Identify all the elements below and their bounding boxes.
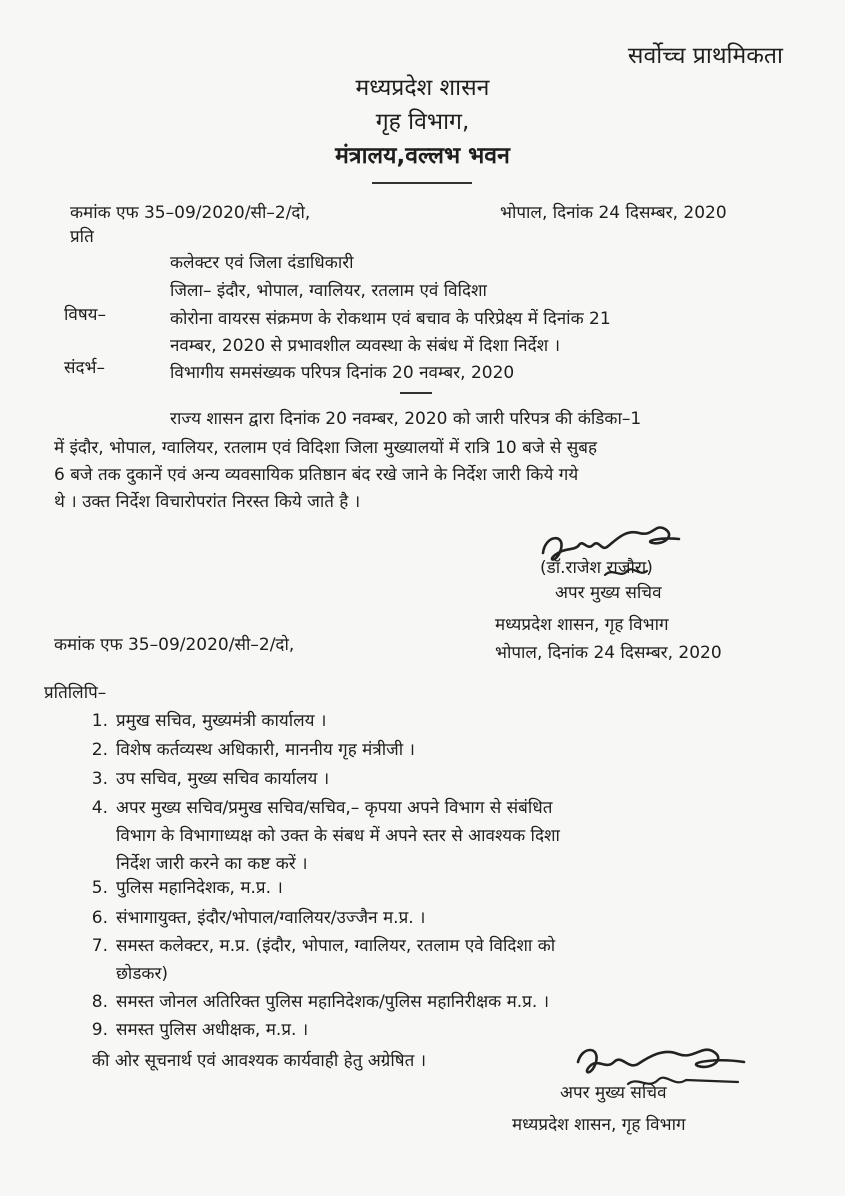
copy-list-item-text: निर्देश जारी करने का कष्ट करें । bbox=[116, 854, 308, 874]
copy-list-item-line bbox=[80, 736, 415, 764]
subject-label: विषय– bbox=[64, 305, 107, 325]
copy-list-item bbox=[80, 988, 549, 1016]
subject-line-2: नवम्बर, 2020 से प्रभावशील व्यवस्था के संबंध में दिशा निर्देश । bbox=[170, 336, 561, 356]
footer-office: मध्यप्रदेश शासन, गृह विभाग bbox=[512, 1115, 686, 1135]
copy-list-item-text: समस्त जोनल अतिरिक्त पुलिस महानिदेशक/पुलिस महानिरीक्षक म.प्र. । bbox=[116, 992, 550, 1012]
reference-label: संदर्भ– bbox=[64, 358, 105, 378]
copy-list-item-text: अपर मुख्य सचिव/प्रमुख सचिव/सचिव,– कृपया अपने विभाग से संबंधित bbox=[116, 798, 553, 818]
to-label: प्रति bbox=[70, 227, 94, 247]
signatory-designation: अपर मुख्य सचिव bbox=[555, 583, 662, 603]
body-line-2: में इंदौर, भोपाल, ग्वालियर, रतलाम एवं विदिशा जिला मुख्यालयों में रात्रि 10 बजे से सुबह bbox=[54, 438, 598, 458]
copy-list-item bbox=[80, 874, 283, 902]
copy-list-item-text: छोडकर) bbox=[116, 964, 169, 984]
copy-list-item bbox=[80, 765, 329, 793]
copy-list-item-number: 9. bbox=[91, 1020, 108, 1040]
copy-list-item bbox=[80, 1016, 308, 1044]
header-department: गृह विभाग, bbox=[375, 109, 470, 135]
copy-label: प्रतिलिपि– bbox=[44, 683, 107, 703]
reference-number: कमांक एफ 35–09/2020/सी–2/दो, bbox=[70, 203, 311, 223]
reference-place-date: भोपाल, दिनांक 24 दिसम्बर, 2020 bbox=[500, 203, 727, 223]
copy-list-item-text: प्रमुख सचिव, मुख्यमंत्री कार्यालय । bbox=[116, 711, 327, 731]
copy-list-item bbox=[80, 736, 415, 764]
body-line-4: थे । उक्त निर्देश विचारोपरांत निरस्त किये जाते है । bbox=[54, 492, 361, 512]
header-government: मध्यप्रदेश शासन bbox=[355, 75, 490, 101]
copy-list-item-line bbox=[80, 794, 560, 822]
copy-list-item-text: विशेष कर्तव्यस्थ अधिकारी, माननीय गृह मंत्रीजी । bbox=[116, 740, 415, 760]
copy-list-item-number: 1. bbox=[91, 711, 108, 731]
copy-list-item-text: पुलिस महानिदेशक, म.प्र. । bbox=[116, 878, 283, 898]
to-districts: जिला– इंदौर, भोपाल, ग्वालियर, रतलाम एवं विदिशा bbox=[170, 281, 487, 301]
copy-list-item bbox=[80, 707, 326, 735]
footer-designation: अपर मुख्य सचिव bbox=[560, 1083, 667, 1103]
copy-list-item-number: 5. bbox=[91, 878, 108, 898]
copy-list-item-text: संभागायुक्त, इंदौर/भोपाल/ग्वालियर/उज्जैन म.प्र. । bbox=[116, 908, 426, 928]
copy-list-item-number: 3. bbox=[91, 769, 108, 789]
copy-reference-number: कमांक एफ 35–09/2020/सी–2/दो, bbox=[54, 635, 295, 655]
header-ministry: मंत्रालय,वल्लभ भवन bbox=[335, 143, 510, 169]
priority-label: सर्वोच्च प्राथमिकता bbox=[627, 43, 783, 69]
copy-list-item-line bbox=[80, 988, 549, 1016]
copy-list-item bbox=[80, 932, 555, 988]
copy-list-item-line bbox=[80, 960, 555, 988]
body-line-3: 6 बजे तक दुकानें एवं अन्य व्यवसायिक प्रतिष्ठान बंद रखे जाने के निर्देश जारी किये गये bbox=[54, 465, 579, 485]
copy-list-item-text: समस्त पुलिस अधीक्षक, म.प्र. । bbox=[116, 1020, 309, 1040]
signatory-name: (डॉ.राजेश राजौरा) bbox=[540, 558, 653, 578]
body-line-1: राज्य शासन द्वारा दिनांक 20 नवम्बर, 2020 को जारी परिपत्र की कंडिका–1 bbox=[170, 409, 642, 429]
copy-list-item-line bbox=[80, 904, 426, 932]
copy-list-item-number: 8. bbox=[91, 992, 108, 1012]
copy-list-item-text: उप सचिव, मुख्य सचिव कार्यालय । bbox=[116, 769, 330, 789]
copy-list-item-line bbox=[80, 1016, 308, 1044]
copy-list-item bbox=[80, 794, 560, 878]
copy-list-item-number: 2. bbox=[91, 740, 108, 760]
copy-list-item-number: 7. bbox=[91, 936, 108, 956]
reference-text: विभागीय समसंख्यक परिपत्र दिनांक 20 नवम्बर, 2020 bbox=[170, 363, 515, 383]
copy-list-item-line bbox=[80, 822, 560, 850]
signatory-place-date: भोपाल, दिनांक 24 दिसम्बर, 2020 bbox=[495, 643, 722, 663]
copy-list-item-text: विभाग के विभागाध्यक्ष को उक्त के संबध में अपने स्तर से आवश्यक दिशा bbox=[116, 826, 560, 846]
copy-list-item bbox=[80, 904, 426, 932]
header-divider bbox=[372, 182, 472, 184]
copy-list-item-line bbox=[80, 874, 283, 902]
signatory-office: मध्यप्रदेश शासन, गृह विभाग bbox=[495, 615, 669, 635]
copy-list-item-line bbox=[80, 707, 326, 735]
copy-list-item-line bbox=[80, 932, 555, 960]
copy-list-item-number: 4. bbox=[91, 798, 108, 818]
copy-list-item-number: 6. bbox=[91, 908, 108, 928]
to-collector: कलेक्टर एवं जिला दंडाधिकारी bbox=[170, 253, 354, 273]
reference-divider bbox=[400, 392, 432, 394]
copy-closing: की ओर सूचनार्थ एवं आवश्यक कार्यवाही हेतु अग्रेषित । bbox=[92, 1051, 427, 1071]
subject-line-1: कोरोना वायरस संक्रमण के रोकथाम एवं बचाव के परिप्रेक्ष्य में दिनांक 21 bbox=[170, 309, 611, 329]
copy-list-item-line bbox=[80, 765, 329, 793]
copy-list-item-text: समस्त कलेक्टर, म.प्र. (इंदौर, भोपाल, ग्वालियर, रतलाम एवे विदिशा को bbox=[116, 936, 556, 956]
